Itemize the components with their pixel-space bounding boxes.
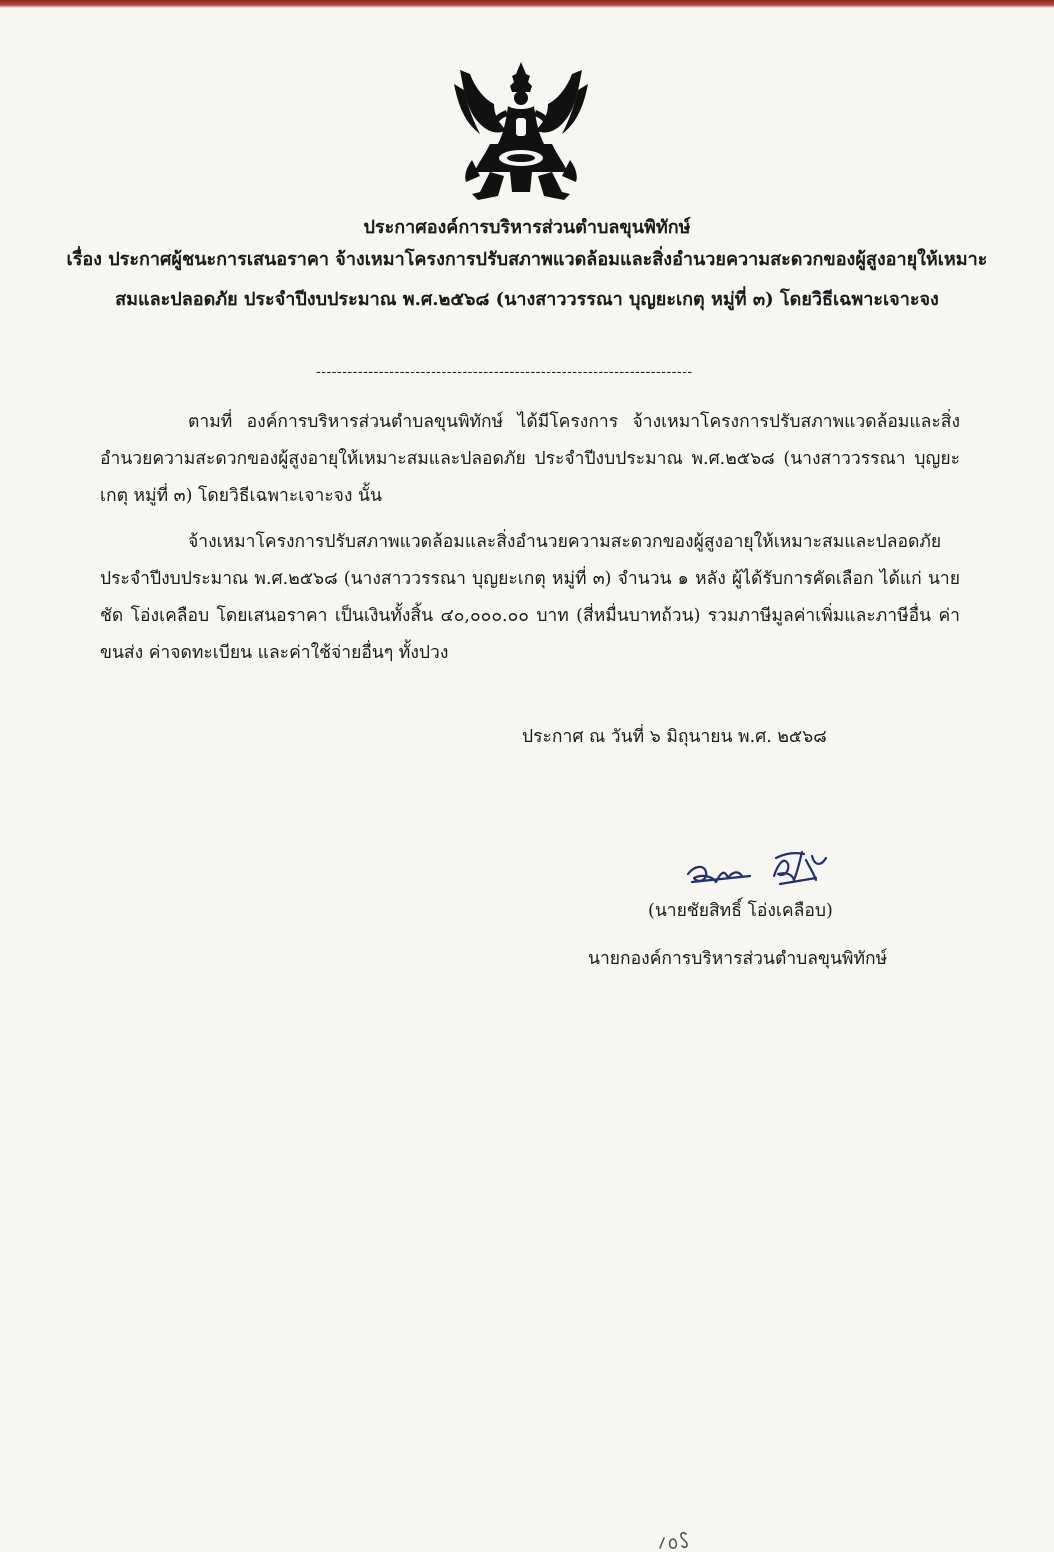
announce-date: ประกาศ ณ วันที่ ๖ มิถุนายน พ.ศ. ๒๕๖๘ — [522, 727, 827, 747]
signer-name: (นายชัยสิทธิ์ โอ่งเคลือบ) — [648, 901, 833, 921]
garuda-emblem-icon — [450, 60, 592, 205]
divider: ------------------------------------------------------------------------ — [316, 364, 693, 380]
handwritten-page-mark — [656, 1526, 716, 1552]
handwritten-signature — [680, 838, 850, 896]
body-paragraph-2: จ้างเหมาโครงการปรับสภาพแวดล้อมและสิ่งอำนวยความสะดวกของผู้สูงอายุให้เหมาะสมและปลอดภัย ประจำปีงบประมาณ พ.ศ.๒๕๖๘ (นางสาววรรณา บุญยะเกตุ หมู่ที่ ๓) จำนวน ๑ หลัง ผู้ได้รับการคัดเลือก ได้แก่ นายชัด โอ่งเคลือบ โดยเสนอราคา เป็นเงินทั้งสิ้น ๔๐,๐๐๐.๐๐ บาท (สี่หมื่นบาทถ้วน) รวมภาษีมูลค่าเพิ่มและภาษีอื่น ค่าขนส่ง ค่าจดทะเบียน และค่าใช้จ่ายอื่นๆ ทั้งปวง — [100, 532, 960, 663]
body-paragraph-1: ตามที่ องค์การบริหารส่วนตำบลขุนพิทักษ์ ได้มีโครงการ จ้างเหมาโครงการปรับสภาพแวดล้อมและสิ่งอำนวยความสะดวกของผู้สูงอายุให้เหมาะสมและปลอดภัย ประจำปีงบประมาณ พ.ศ.๒๕๖๘ (นางสาววรรณา บุญยะเกตุ หมู่ที่ ๓) โดยวิธีเฉพาะเจาะจง นั้น — [100, 412, 960, 506]
document-title: ประกาศองค์การบริหารส่วนตำบลขุนพิทักษ์ — [363, 217, 691, 238]
signer-title: นายกองค์การบริหารส่วนตำบลขุนพิทักษ์ — [588, 949, 888, 969]
document-subject: เรื่อง ประกาศผู้ชนะการเสนอราคา จ้างเหมาโครงการปรับสภาพแวดล้อมและสิ่งอำนวยความสะดวกของผู้สูงอายุให้เหมาะสมและปลอดภัย ประจำปีงบประมาณ พ.ศ.๒๕๖๘ (นางสาววรรณา บุญยะเกตุ หมู่ที่ ๓) โดยวิธีเฉพาะเจาะจง — [66, 249, 988, 310]
